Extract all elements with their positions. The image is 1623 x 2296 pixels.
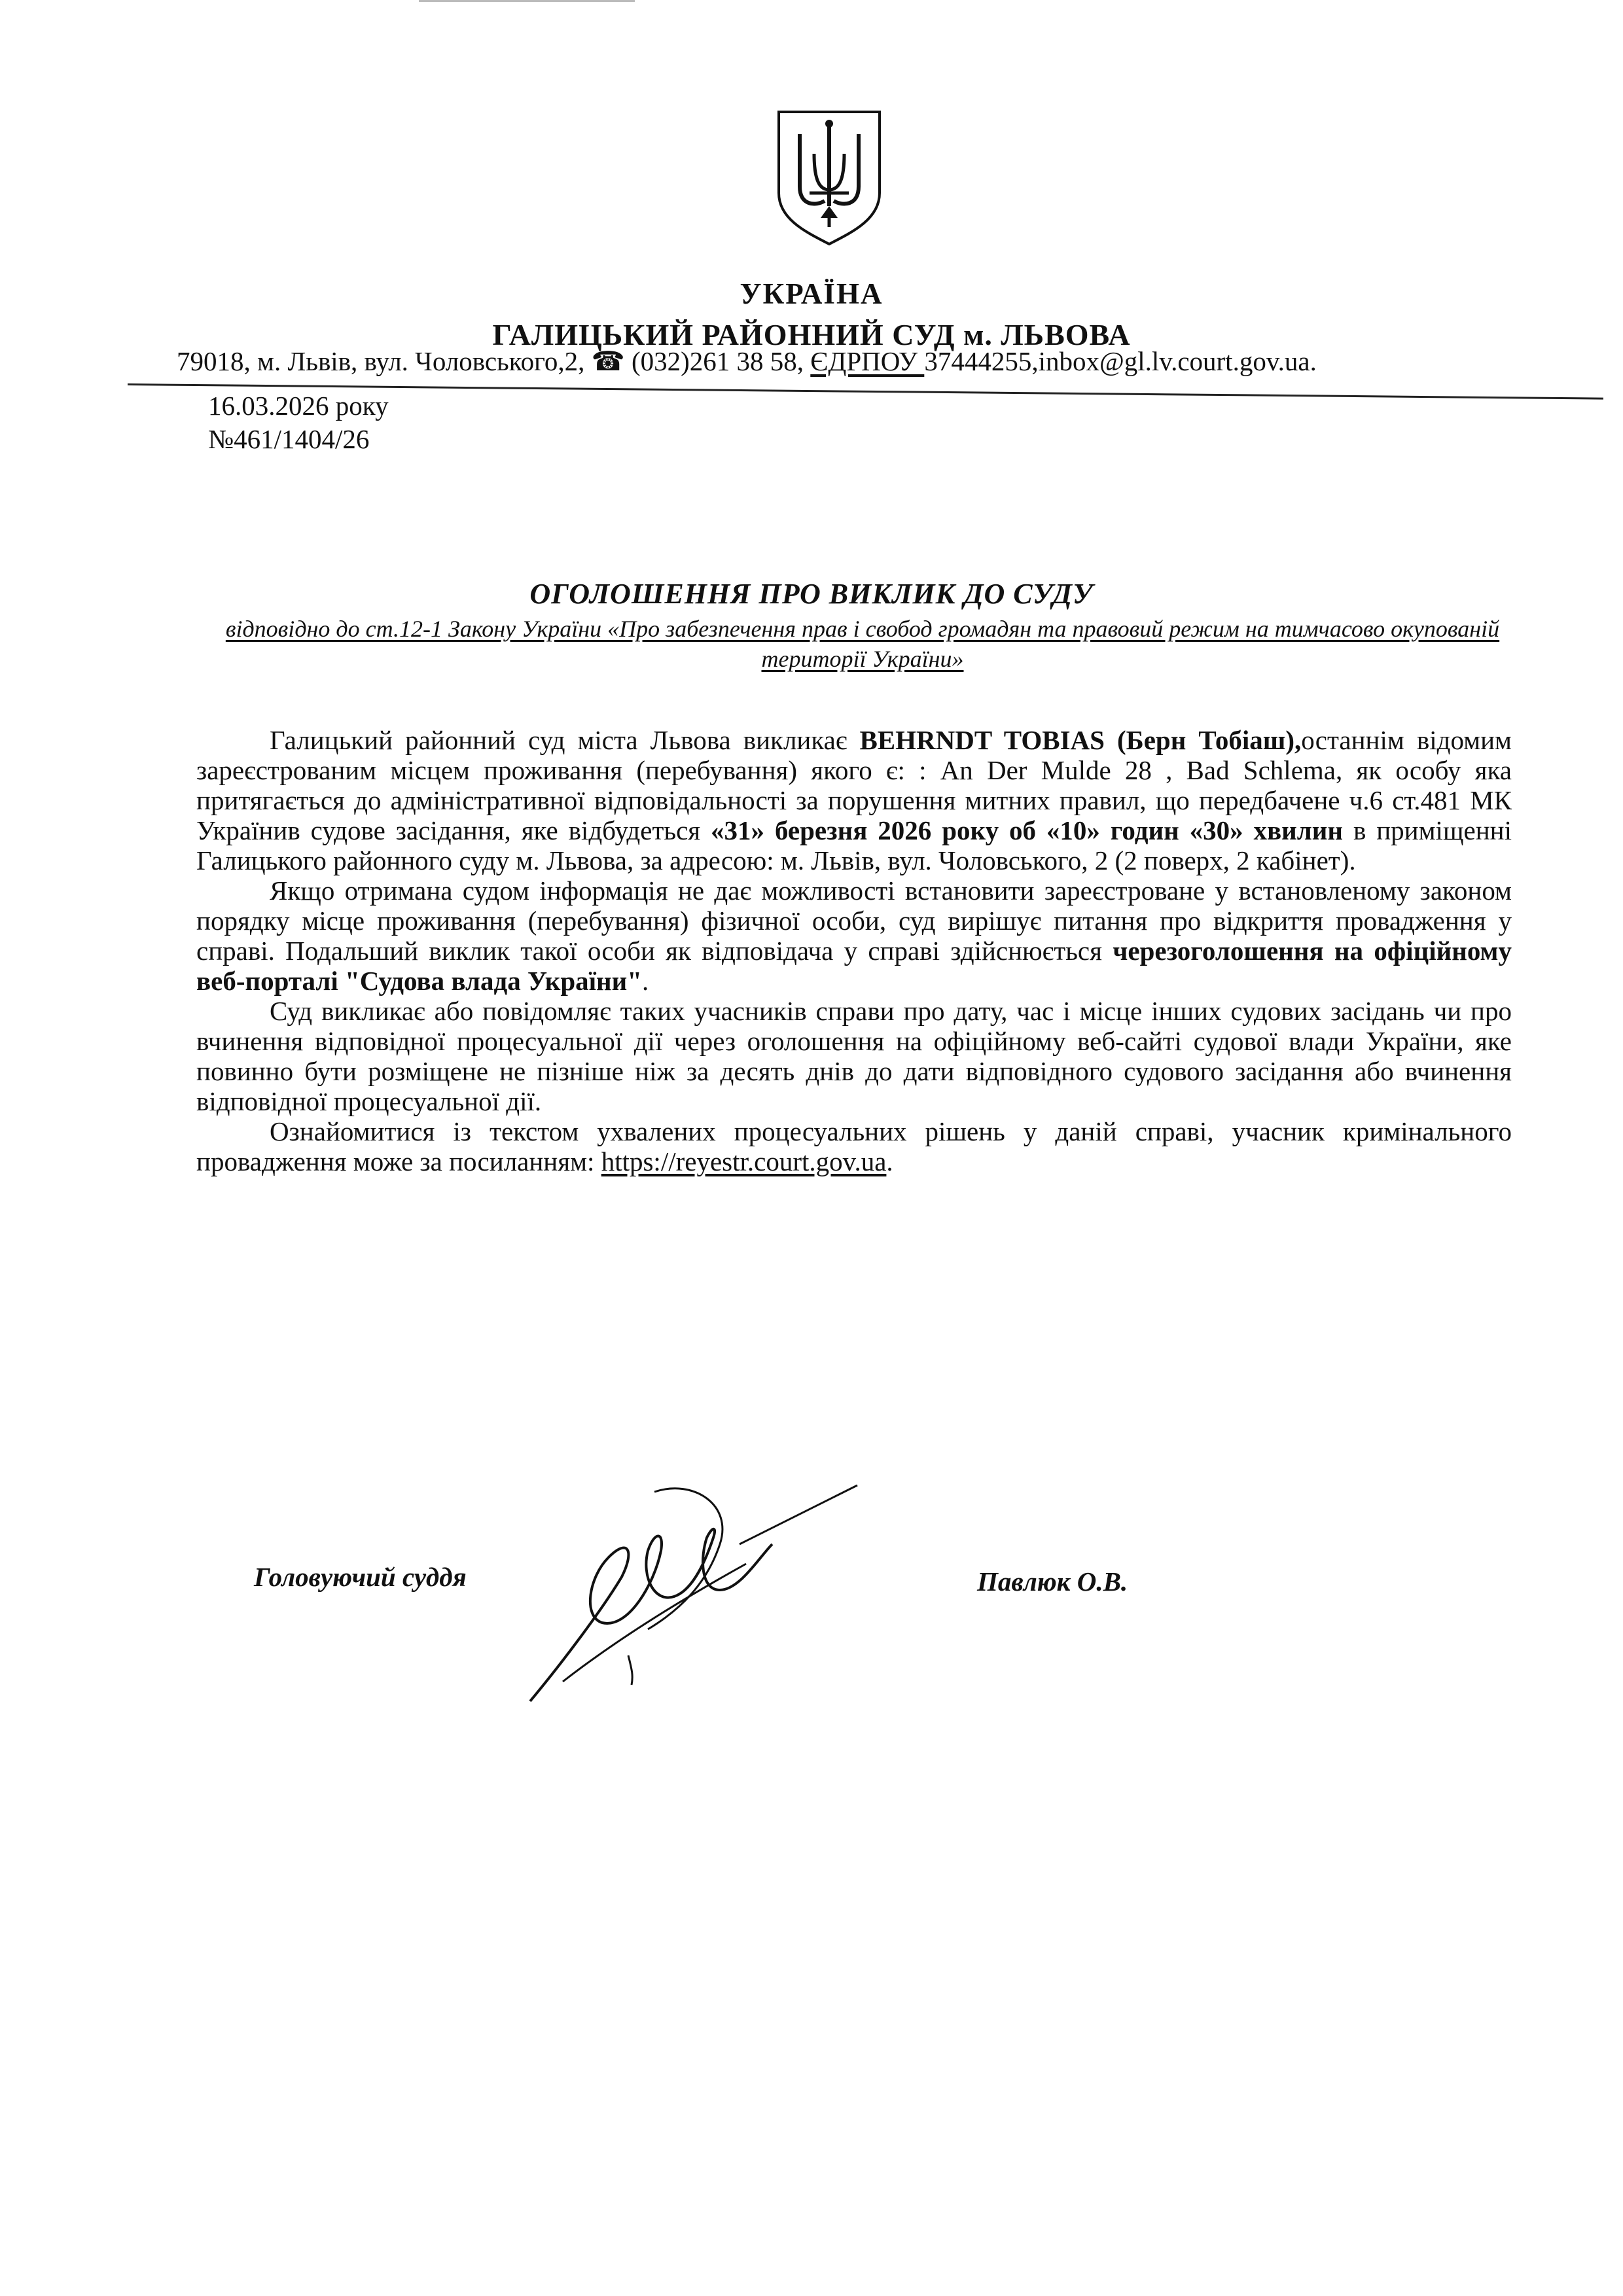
court-contacts xyxy=(177,345,1317,377)
document-number: №461/1404/26 xyxy=(208,424,370,454)
registry-text: Ознайомитися із текстом ухвалених процесуальних рішень у даній справі, учасник кримінального провадження може за посиланням: xyxy=(196,1116,1512,1176)
paragraph-procedure xyxy=(196,875,1512,996)
paragraph-notification: Суд викликає або повідомляє таких учасників справи про дату, час і місце інших судових засідань чи про вчинення відповідної процесуальної дії через оголошення на офіційному веб-сайті судової влади України, яке повинно бути розміщене не пізніше ніж за десять днів до дати відповідного судового засідання або вчинення відповідної процесуальної дії. xyxy=(196,996,1512,1116)
law-reference: відповідно до ст.12-1 Закону України «Про забезпечення прав і свобод громадян та правовий режим на тимчасово окупованій території України» xyxy=(225,616,1500,672)
court-address: 79018, м. Львів, вул. Чоловського,2, xyxy=(177,346,585,376)
hearing-datetime: «31» березня 2026 року об «10» годин «30» хвилин xyxy=(711,815,1344,845)
edrpou-label: ЄДРПОУ xyxy=(810,346,925,376)
judge-name: Павлюк О.В. xyxy=(977,1566,1128,1597)
paragraph-summons xyxy=(196,725,1512,875)
notice-title: ОГОЛОШЕННЯ ПРО ВИКЛИК ДО СУДУ xyxy=(529,578,1094,610)
judge-signature xyxy=(524,1466,864,1708)
summons-text-end: в приміщенні Галицького районного суду м. Львова, за адресою: м. Львів, вул. Чоловського, 2 (2 поверх, 2 кабінет). xyxy=(196,815,1512,875)
procedure-portal-text: черезоголошення на офіційному веб-порталі "Судова влада України" xyxy=(196,936,1512,996)
document-date: 16.03.2026 року xyxy=(208,391,389,421)
procedure-text: Якщо отримана судом інформація не дає можливості встановити зареєстроване у встановленому законом порядку місце проживання (перебування) фізичної особи, суд вирішує питання про відкриття провадження у справі. Подальший виклик такої особи як відповідача у справі здійснюється xyxy=(196,875,1512,966)
notice-body xyxy=(196,725,1512,1176)
country-heading: УКРАЇНА xyxy=(740,277,883,310)
coat-of-arms-icon xyxy=(774,108,885,247)
registry-text-end: . xyxy=(886,1146,893,1176)
scan-edge-mark xyxy=(419,0,635,2)
summons-text-start: Галицький районний суд міста Львова викликає xyxy=(270,725,860,755)
court-phone: (032)261 38 58, xyxy=(631,346,804,376)
judge-title: Головуючий суддя xyxy=(254,1562,467,1592)
registry-link[interactable]: https://reyestr.court.gov.ua xyxy=(601,1146,887,1176)
telephone-icon: ☎ xyxy=(591,346,625,376)
edrpou-email: 37444255,inbox@gl.lv.court.gov.ua. xyxy=(924,346,1317,376)
court-name-heading: ГАЛИЦЬКИЙ РАЙОННИЙ СУД м. ЛЬВОВА xyxy=(492,318,1131,351)
procedure-text-end: . xyxy=(642,966,649,996)
paragraph-registry xyxy=(196,1116,1512,1176)
summons-text-middle: останнім відомим зареєстрованим місцем проживання (перебування) якого є: : An Der Mulde 28 , Bad Schlema, як особу яка притягається до адміністративної відповідальності за порушення митних правил, що передбачене ч.6 ст.481 МК Українив судове засідання, яке відбудеться xyxy=(196,725,1512,845)
summoned-person-name: BEHRNDT TOBIAS (Берн Тобіаш), xyxy=(859,725,1302,755)
